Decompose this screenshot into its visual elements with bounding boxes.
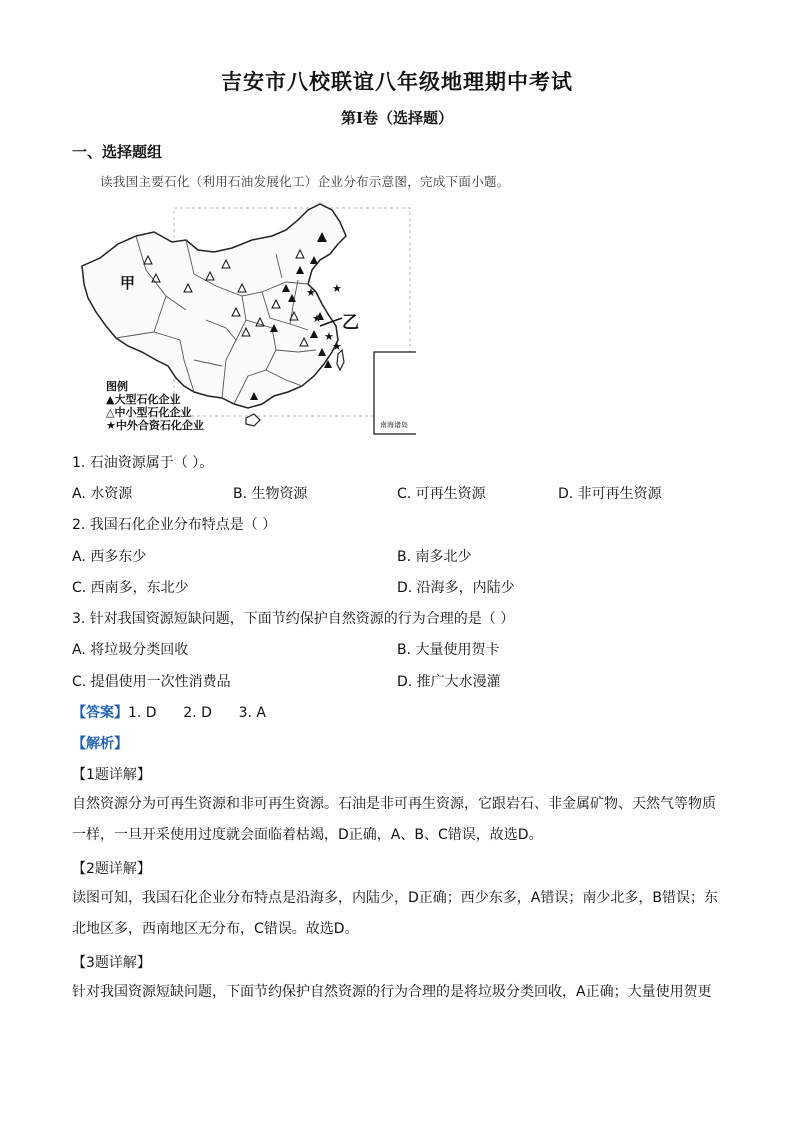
section-heading: 一、选择题组 — [72, 143, 163, 161]
analysis-tag: 【解析】 — [72, 736, 128, 752]
legend-item-small: △中小型石化企业 — [106, 406, 192, 419]
detail-3-heading: 【3题详解】 — [72, 955, 151, 971]
china-petrochemical-map — [76, 200, 416, 436]
answer-tag: 【答案】 — [72, 705, 128, 721]
question-1-option-a: A. 水资源 — [72, 486, 133, 502]
svg-text:★: ★ — [332, 340, 342, 353]
question-1-stem: 1. 石油资源属于（ ）。 — [72, 455, 214, 471]
svg-text:★: ★ — [306, 286, 316, 299]
intro-text: 读我国主要石化（利用石油发展化工）企业分布示意图，完成下面小题。 — [100, 174, 510, 189]
question-1-option-b: B. 生物资源 — [233, 486, 308, 502]
question-3-stem: 3. 针对我国资源短缺问题，下面节约保护自然资源的行为合理的是（ ） — [72, 611, 515, 627]
detail-1-line-1: 自然资源分为可再生资源和非可再生资源。石油是非可再生资源，它跟岩石、非金属矿物、天然气等物质 — [72, 796, 716, 812]
answer-text: 1. D 2. D 3. A — [128, 705, 266, 721]
legend-item-large: ▲大型石化企业 — [106, 393, 181, 406]
detail-2-line-1: 读图可知，我国石化企业分布特点是沿海多，内陆少，D正确；西少东多，A错误；南少北多，B错误；东 — [72, 890, 718, 906]
question-2-option-c: C. 西南多，东北少 — [72, 580, 189, 596]
inset-label: 南海诸岛 — [380, 421, 408, 429]
question-2-option-a: A. 西多东少 — [72, 549, 147, 565]
detail-1-heading: 【1题详解】 — [72, 767, 151, 783]
detail-2-heading: 【2题详解】 — [72, 861, 151, 877]
question-3-option-d: D. 推广大水漫灌 — [397, 674, 501, 690]
question-3-option-b: B. 大量使用贺卡 — [397, 642, 500, 658]
legend-title: 图例 — [106, 380, 128, 393]
china-outline — [82, 204, 346, 408]
label-jia: 甲 — [120, 274, 136, 292]
legend-item-joint: ★中外合资石化企业 — [106, 419, 204, 432]
question-2-stem: 2. 我国石化企业分布特点是（ ） — [72, 517, 277, 533]
taiwan-island — [337, 350, 344, 370]
detail-2-line-2: 北地区多，西南地区无分布，C错误。故选D。 — [72, 921, 359, 937]
svg-text:★: ★ — [312, 312, 322, 325]
question-1-option-c: C. 可再生资源 — [397, 486, 486, 502]
label-yi: 乙 — [342, 313, 359, 333]
question-1-option-d: D. 非可再生资源 — [558, 486, 662, 502]
question-3-option-a: A. 将垃圾分类回收 — [72, 642, 189, 658]
question-2-option-b: B. 南多北少 — [397, 549, 472, 565]
detail-1-line-2: 一样，一旦开采使用过度就会面临着枯竭，D正确，A、B、C错误，故选D。 — [72, 827, 543, 843]
answer-line — [72, 702, 266, 722]
page-title: 吉安市八校联谊八年级地理期中考试 — [221, 69, 573, 94]
question-2-option-d: D. 沿海多，内陆少 — [397, 580, 515, 596]
svg-text:★: ★ — [324, 330, 334, 343]
question-3-option-c: C. 提倡使用一次性消费品 — [72, 674, 231, 690]
svg-text:★: ★ — [332, 282, 342, 295]
map-legend — [106, 380, 204, 432]
detail-3-line-1: 针对我国资源短缺问题，下面节约保护自然资源的行为合理的是将垃圾分类回收，A正确；大量使用贺更 — [72, 984, 712, 1000]
page-subtitle: 第Ⅰ卷（选择题） — [340, 109, 454, 127]
